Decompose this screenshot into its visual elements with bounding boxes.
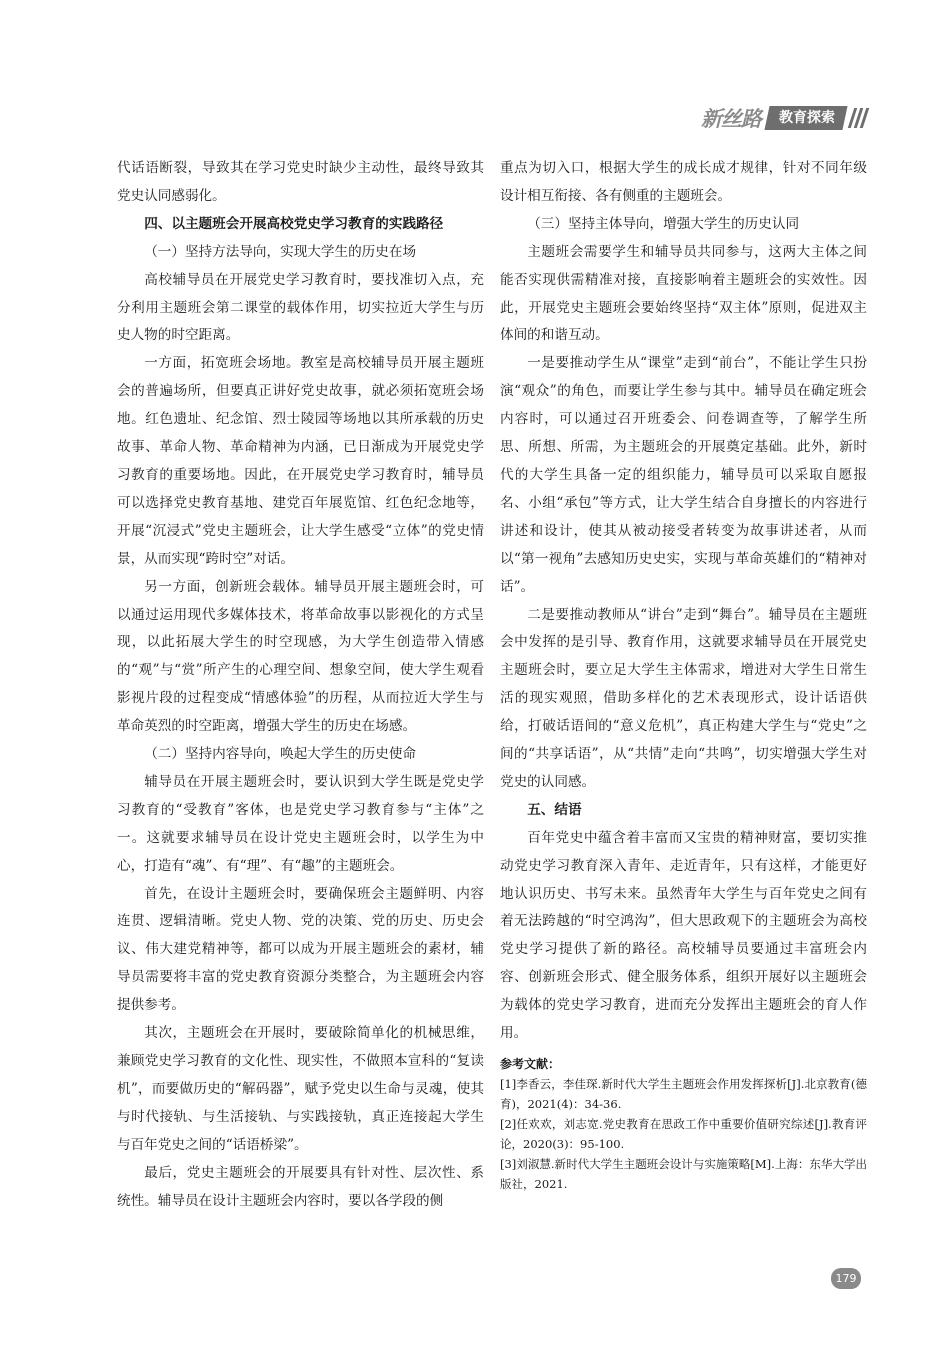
- subsection-heading: （一）坚持方法导向，实现大学生的历史在场: [144, 243, 417, 260]
- paragraph: 辅导员在开展主题班会时，要认识到大学生既是党史学习教育的“受教育”客体，也是党史学习教育参与“主体”之一。这就要求辅导员在设计党史主题班会时，以学生为中心，打造有“魂”、有“理”、有“趣”的主题班会。: [117, 773, 484, 874]
- section-tag-label: 教育探索: [779, 110, 835, 126]
- subsection-heading: （二）坚持内容导向，唤起大学生的历史使命: [144, 746, 417, 763]
- page-number: 179: [831, 1268, 861, 1289]
- paragraph: 高校辅导员在开展党史学习教育时，要找准切入点，充分利用主题班会第二课堂的载体作用，切实拉近大学生与历史人物的时空距离。: [117, 271, 484, 344]
- references-title: 参考文献：: [500, 1057, 561, 1071]
- references: [500, 1054, 867, 1194]
- paragraph: 另一方面，创新班会载体。辅导员开展主题班会时，可以通过运用现代多媒体技术，将革命故事以影视化的方式呈现，以此拓展大学生的时空现感，为大学生创造带入情感的“观”与“赏”所产生的心理空间、想象空间，使大学生观看影视片段的过程变成“情感体验”的历程，从而拉近大学生与革命英烈的时空距离，增强大学生的历史在场感。: [117, 578, 484, 735]
- reference-item: [1]李香云，李佳琛.新时代大学生主题班会作用发挥探析[J].北京教育(德育)，2021(4)：34-36.: [500, 1077, 867, 1111]
- paragraph: 首先，在设计主题班会时，要确保班会主题鲜明、内容连贯、逻辑清晰。党史人物、党的决策、党的历史、历史会议、伟大建党精神等，都可以成为开展主题班会的素材，辅导员需要将丰富的党史教育资源分类整合，为主题班会内容提供参考。: [117, 885, 484, 1014]
- journal-header: [701, 101, 866, 135]
- paragraph: 主题班会需要学生和辅导员共同参与，这两大主体之间能否实现供需精准对接，直接影响着主题班会的实效性。因此，开展党史主题班会要始终坚持“双主体”原则，促进双主体间的和谐互动。: [500, 243, 867, 344]
- section-tag: [764, 106, 847, 130]
- left-column: [117, 155, 484, 1215]
- subsection-heading: （三）坚持主体导向，增强大学生的历史认同: [527, 215, 800, 232]
- decorative-stripes: [851, 108, 866, 128]
- paragraph: 重点为切入口，根据大学生的成长成才规律，针对不同年级设计相互衔接、各有侧重的主题班会。: [500, 160, 867, 204]
- reference-item: [2]任欢欢，刘志宽.党史教育在思政工作中重要价值研究综述[J].教育评论，2020(3)：95-100.: [500, 1117, 867, 1151]
- section-heading: 五、结语: [527, 801, 582, 818]
- paragraph: 二是要推动教师从“讲台”走到“舞台”。辅导员在主题班会中发挥的是引导、教育作用，这就要求辅导员在开展党史主题班会时，要立足大学生主体需求，增进对大学生日常生活的现实观照，借助多样化的艺术表现形式，设计话语供给，打破话语间的“意义危机”，真正构建大学生与“党史”之间的“共享话语”，从“共情”走向“共鸣”，切实增强大学生对党史的认同感。: [500, 606, 867, 790]
- paragraph: 一是要推动学生从“课堂”走到“前台”，不能让学生只扮演“观众”的角色，而要让学生参与其中。辅导员在确定班会内容时，可以通过召开班委会、问卷调查等，了解学生所思、所想、所需，为主题班会的开展奠定基础。此外，新时代的大学生具备一定的组织能力，辅导员可以采取自愿报名、小组“承包”等方式，让大学生结合自身擅长的内容进行讲述和设计，使其从被动接受者转变为故事讲述者，从而以“第一视角”去感知历史史实，实现与革命英雄们的“精神对话”。: [500, 355, 867, 595]
- journal-brand-logo: 新丝路: [701, 107, 761, 131]
- section-heading: 四、以主题班会开展高校党史学习教育的实践路径: [144, 215, 444, 232]
- reference-item: [3]刘淑慧.新时代大学生主题班会设计与实施策略[M].上海：东华大学出版社，2021.: [500, 1157, 867, 1191]
- paragraph: 其次，主题班会在开展时，要破除简单化的机械思维，兼顾党史学习教育的文化性、现实性，不做照本宣科的“复读机”，而要做历史的“解码器”，赋予党史以生命与灵魂，使其与时代接轨、与生活接轨、与实践接轨，真正连接起大学生与百年党史之间的“话语桥梁”。: [117, 1025, 484, 1153]
- paragraph: 最后，党史主题班会的开展要具有针对性、层次性、系统性。辅导员在设计主题班会内容时，要以各学段的侧: [117, 1164, 484, 1209]
- right-column: [500, 155, 867, 1194]
- paragraph: 代话语断裂，导致其在学习党史时缺少主动性，最终导致其党史认同感弱化。: [117, 160, 484, 204]
- paragraph: 一方面，拓宽班会场地。教室是高校辅导员开展主题班会的普遍场所，但要真正讲好党史故事，就必须拓宽班会场地。红色遗址、纪念馆、烈士陵园等场地以其所承载的历史故事、革命人物、革命精神为内涵，已日渐成为开展党史学习教育的重要场地。因此，在开展党史学习教育时，辅导员可以选择党史教育基地、建党百年展览馆、红色纪念地等，开展“沉浸式”党史主题班会，让大学生感受“立体”的党史情景，从而实现“跨时空”对话。: [117, 355, 484, 567]
- paragraph: 百年党史中蕴含着丰富而又宝贵的精神财富，要切实推动党史学习教育深入青年、走近青年，只有这样，才能更好地认识历史、书写未来。虽然青年大学生与百年党史之间有着无法跨越的“时空鸿沟”，但大思政观下的主题班会为高校党史学习提供了新的路径。高校辅导员要通过丰富班会内容、创新班会形式、健全服务体系，组织开展好以主题班会为载体的党史学习教育，进而充分发挥出主题班会的育人作用。: [500, 829, 867, 1042]
